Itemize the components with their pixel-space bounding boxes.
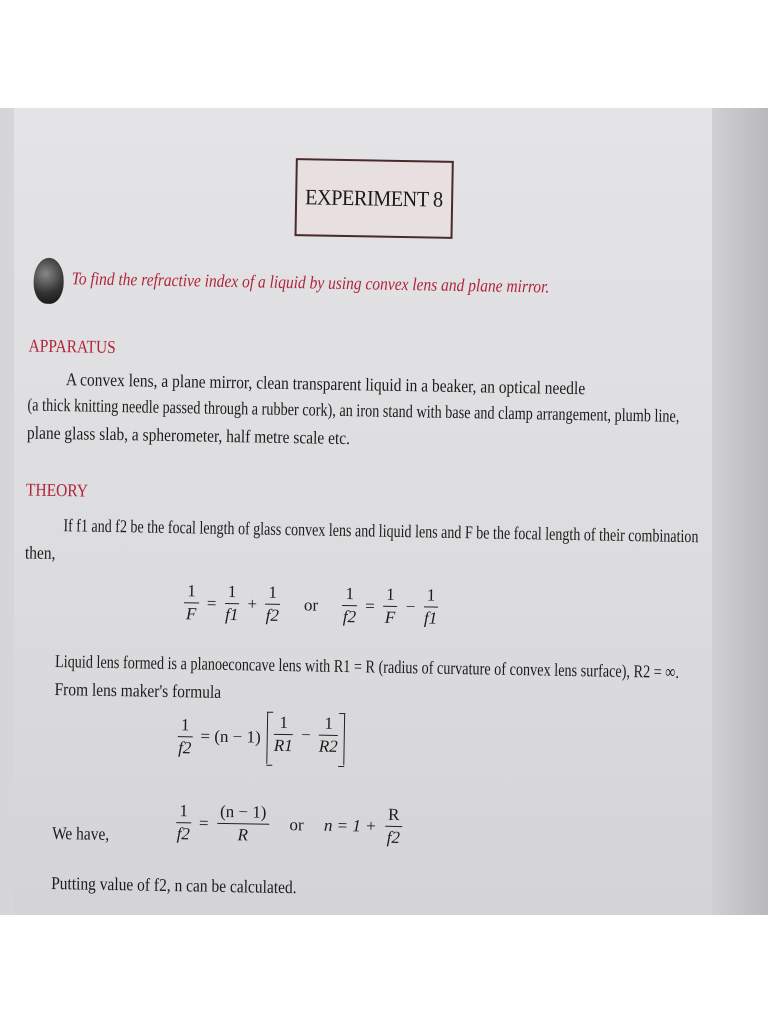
experiment-title: EXPERIMENT 8 — [305, 184, 444, 212]
lens-maker-equation: $\frac{1}{f2}$ = (n − 1) $\frac{1}{R1}$ − $\frac{1}{R2}$ — [175, 710, 345, 765]
theory-line-2: then, — [24, 542, 56, 563]
theory-line-4: From lens maker's formula — [54, 678, 222, 702]
apparatus-line-3: plane glass slab, a spherometer, half metre scale etc. — [26, 422, 351, 449]
experiment-title-box — [294, 158, 453, 239]
theory-heading: THEORY — [25, 479, 89, 501]
combination-equation: $\frac{1}{F}$ = $\frac{1}{f1}$ + $\frac{1}{f2}$ or $\frac{1}{f2}$ = $\frac{1}{F}$ − $\frac{1}{f1}$ — [185, 581, 438, 628]
theory-line-5: Putting value of f2, n can be calculated. — [50, 872, 297, 898]
globe-icon — [33, 258, 64, 305]
book-page-photo — [0, 108, 768, 915]
theory-line-3: Liquid lens formed is a planoeconcave lens with R1 = R (radius of curvature of convex lens surface), R2 = ∞. — [54, 650, 680, 682]
refractive-index-equation: $\frac{1}{f2}$ = $\frac{(n - 1)}{R}$ or n = 1 + $\frac{R}{f2}$ — [174, 800, 405, 849]
page-content — [0, 108, 768, 915]
apparatus-line-2: (a thick knitting needle passed through a rubber cork), an iron stand with base and clamp arrangement, plumb line, — [27, 394, 680, 426]
apparatus-line-1: A convex lens, a plane mirror, clean transparent liquid in a beaker, an optical needle — [65, 369, 586, 399]
theory-line-1: If f1 and f2 be the focal length of glass convex lens and liquid lens and F be the focal length of their combination — [63, 515, 699, 547]
apparatus-heading: APPARATUS — [28, 335, 116, 358]
aim-text: To find the refractive index of a liquid by using convex lens and plane mirror. — [71, 268, 550, 297]
we-have-label: We have, — [51, 822, 110, 844]
